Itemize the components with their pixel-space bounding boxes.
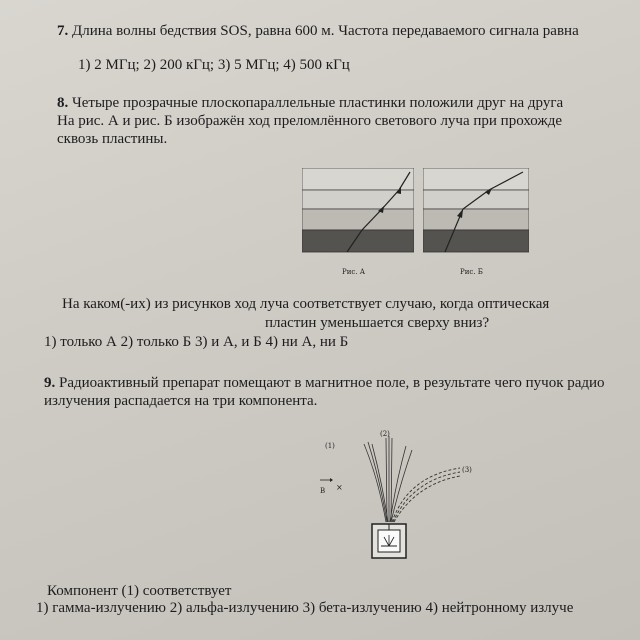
- q8-question-line1: На каком(-их) из рисунков ход луча соответствует случаю, когда оптическая: [62, 296, 550, 312]
- q7-number: 7.: [57, 23, 69, 39]
- q7-text: Длина волны бедствия SOS, равна 600 м. Частота передаваемого сигнала равна: [72, 23, 579, 39]
- figure-b: [423, 168, 529, 258]
- q8-options: 1) только А 2) только Б 3) и А, и Б 4) ни А, ни Б: [44, 334, 349, 350]
- q8-text-line1: Четыре прозрачные плоскопараллельные пластинки положили друг на друга: [72, 95, 564, 111]
- fig-a-caption: Рис. А: [342, 268, 366, 276]
- q8-number: 8.: [57, 95, 69, 111]
- q9-question: Компонент (1) соответствует: [47, 583, 232, 599]
- q9-text-line1: Радиоактивный препарат помещают в магнитное поле, в результате чего пучок радио: [59, 375, 605, 391]
- q8-text-line2: На рис. А и рис. Б изображён ход преломлённого светового луча при прохожде: [57, 113, 563, 129]
- beam-label-2: (2): [380, 430, 390, 438]
- beam-label-1: (1): [325, 442, 335, 450]
- q9-stem-line1: [44, 375, 605, 392]
- q7-stem: [57, 23, 579, 40]
- svg-text:×: ×: [336, 483, 343, 492]
- fig-b-caption: Рис. Б: [460, 268, 483, 276]
- q9-number: 9.: [44, 375, 56, 391]
- q7-options: 1) 2 МГц; 2) 200 кГц; 3) 5 МГц; 4) 500 кГц: [78, 57, 350, 73]
- magnetic-field-label: B: [320, 487, 326, 495]
- q8-question-line2: пластин уменьшается сверху вниз?: [265, 315, 490, 331]
- q9-text-line2: излучения распадается на три компонента.: [44, 393, 318, 409]
- beam-label-3: (3): [462, 466, 472, 474]
- q9-options: 1) гамма-излучению 2) альфа-излучению 3) бета-излучению 4) нейтронному излуче: [36, 600, 574, 616]
- figure-a: [302, 168, 414, 258]
- q8-text-line3: сквозь пластины.: [57, 131, 168, 147]
- q8-stem-line1: [57, 95, 563, 112]
